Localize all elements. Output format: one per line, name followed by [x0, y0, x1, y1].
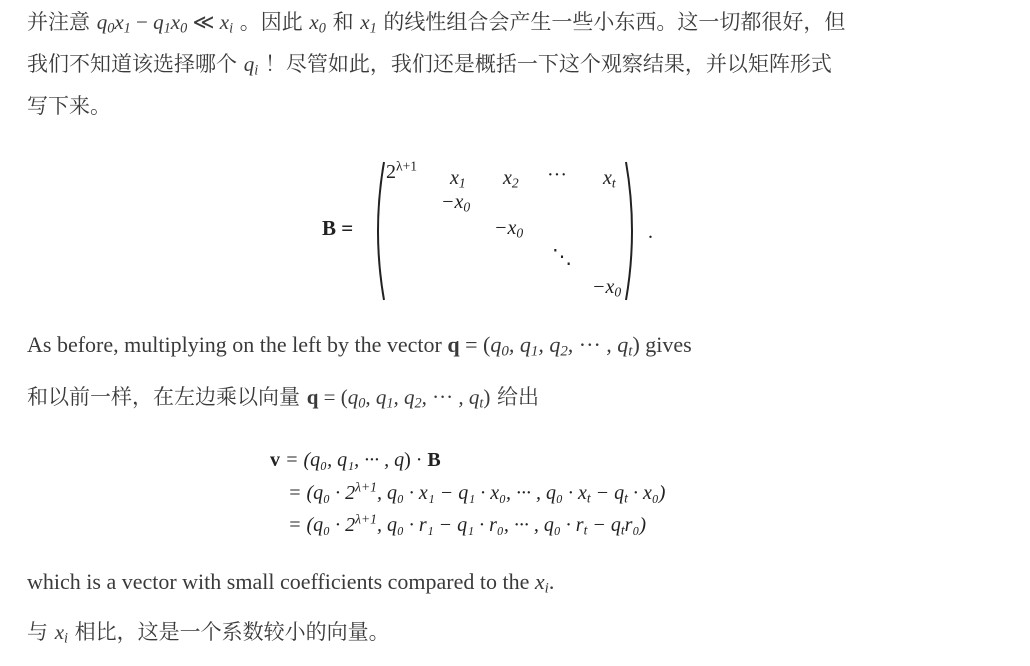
matrix-cell-r1c3: $x_2$	[503, 167, 519, 191]
text-segment: 和以前一样，在左边乘以向量	[27, 385, 307, 409]
math-q0x1-q1x0: $q_0x_1 - q_1x_0$ ≪ $x_i$	[96, 10, 234, 37]
math-xi: $x_i$	[54, 620, 68, 647]
paragraph-zh-2	[27, 376, 539, 418]
text-segment: 与	[27, 620, 55, 644]
matrix-cell-r2: $-x_0$	[441, 191, 471, 215]
math-qi: $q_i$	[243, 52, 259, 79]
matrix-cell-r1c5: $x_t$	[603, 167, 616, 191]
equation-v-line-1: v = (q₀, q₁, ··· , q) · B	[270, 449, 441, 471]
paragraph-en-2	[27, 324, 692, 366]
text-segment: As before, multiplying on the left by the vector	[27, 332, 448, 357]
matrix-cell-r1c4: ···	[547, 164, 567, 186]
matrix-lhs: B =	[322, 216, 354, 240]
math-x1: $x_1$	[360, 10, 377, 37]
math-x0: $x_0$	[309, 10, 326, 37]
text-segment: 给出	[490, 385, 540, 409]
text-segment: 我们不知道该选择哪个	[27, 52, 244, 76]
text-segment: which is a vector with small coefficients compared to the	[27, 569, 535, 594]
matrix-cell-r3: $-x_0$	[494, 217, 524, 241]
text-segment: ！尽管如此，我们还是概括一下这个观察结果，并以矩阵形式	[264, 52, 832, 76]
matrix-cell-r1c1: $2^{\lambda+1}$	[386, 158, 418, 183]
equation-v-line-2: = ($q_0 \cdot 2^{\lambda+1}$, q₀ · x₁ − q₁ · x₀, ··· , $q_0 \cdot x_t - q_t \cdot x_0$)	[288, 479, 666, 506]
paragraph-en-3	[27, 561, 554, 603]
right-paren	[624, 160, 640, 302]
text-segment: gives	[639, 332, 692, 357]
text-segment: 并注意	[27, 10, 97, 34]
equation-v-line-3: = ($q_0 \cdot 2^{\lambda+1}$, q₀ · r₁ − q₁ · r₀, ··· , $q_0 \cdot r_t - q_tr_0$)	[288, 511, 647, 538]
matrix-period: .	[648, 221, 653, 243]
text-segment: 的线性组合会产生一些小东西。这一切都很好，但	[383, 10, 846, 34]
text-segment: 相比，这是一个系数较小的向量。	[67, 620, 390, 644]
math-q-vector: $q = (q_0$, $q_1$, $q_2$, ··· , $q_t$)	[306, 385, 491, 412]
left-paren	[370, 160, 386, 302]
paragraph-zh-3	[27, 611, 390, 653]
paragraph-line-2	[27, 43, 832, 85]
text-segment: 写下来。	[27, 94, 111, 118]
text-segment: 。因此	[239, 10, 310, 34]
text-segment: 和	[332, 10, 361, 34]
text-segment: .	[548, 569, 555, 594]
matrix-cell-r1c2: $x_1$	[450, 167, 466, 191]
paragraph-line-3	[27, 85, 111, 127]
matrix-cell-r5: $-x_0$	[592, 276, 622, 300]
math-xi: $x_i$	[534, 569, 549, 597]
paragraph-line-1	[27, 1, 845, 43]
matrix-cell-r4: ⋱	[552, 246, 572, 268]
math-q-vector: $q = (q_0$, $q_1$, $q_2$, ··· , $q_t$)	[447, 332, 640, 360]
